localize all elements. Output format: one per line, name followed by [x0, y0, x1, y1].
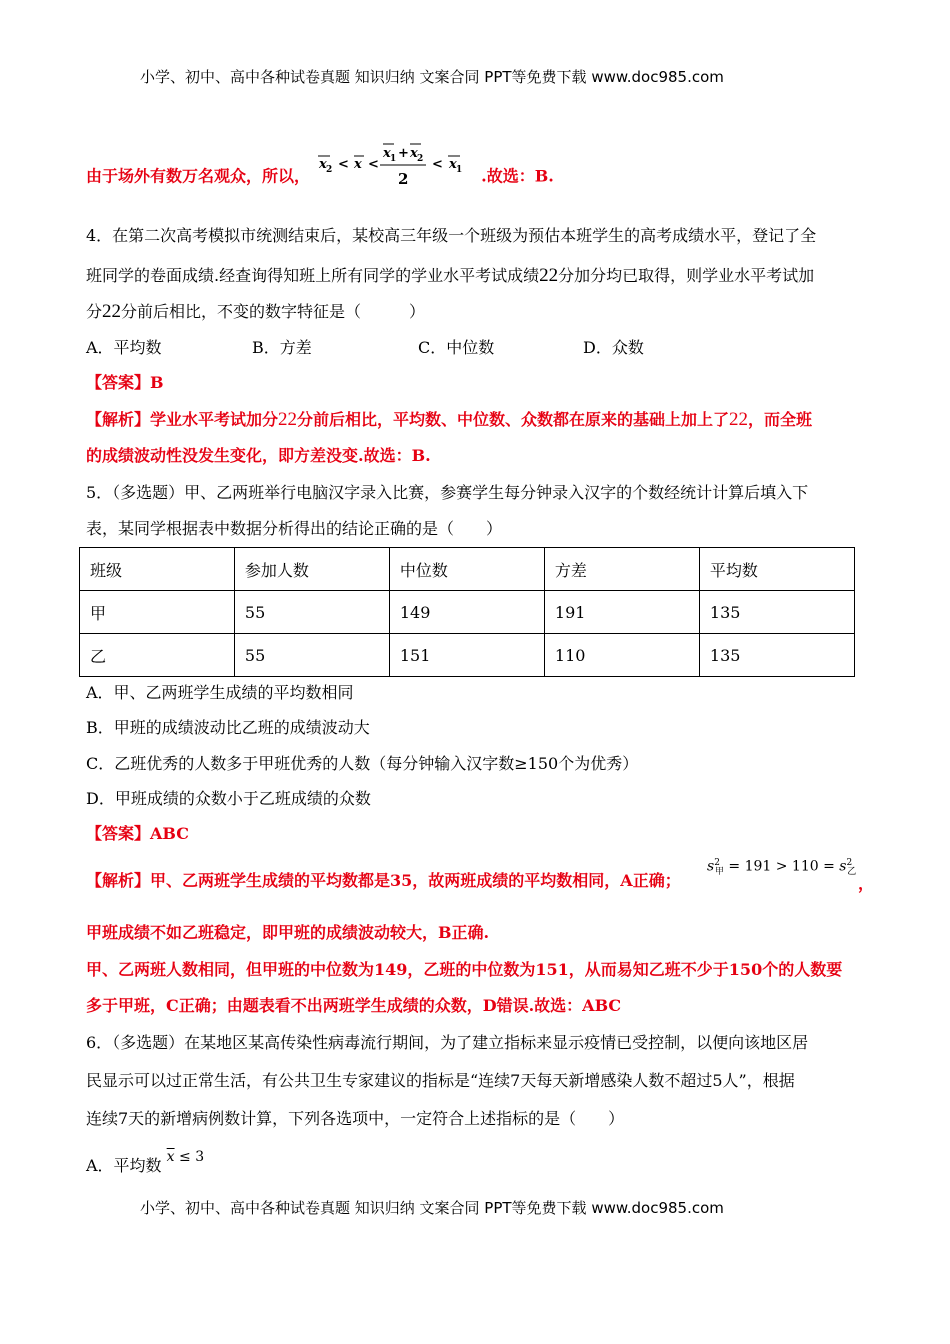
svg-text:2: 2	[325, 165, 332, 175]
svg-text:<: <	[431, 157, 443, 172]
table-header-row	[80, 548, 855, 591]
table-cell: 151	[389, 634, 544, 677]
q4-option-a: A．平均数	[86, 338, 162, 357]
table-row	[80, 591, 855, 634]
q4-line2-b: 分加分均已取得，则学业水平考试加	[558, 266, 815, 285]
svg-text:<: <	[367, 157, 379, 172]
q5-variance-relation: = 191 > 110 =	[728, 858, 835, 875]
svg-text:+: +	[397, 146, 409, 161]
svg-text:x: x	[448, 157, 457, 172]
table-cell: 149	[389, 591, 544, 634]
q4-analysis-1a: 学业水平考试加分	[150, 410, 279, 429]
q3-prefix: 由于场外有数万名观众，所以，	[86, 166, 311, 186]
table-header-cell: 班级	[80, 548, 235, 591]
q5-option-d: D．甲班成绩的众数小于乙班成绩的众数	[86, 789, 371, 808]
q6-mean-bound: ≤ 3	[179, 1149, 205, 1165]
q5-analysis-line3: 甲、乙两班人数相同，但甲班的中位数为149，乙班的中位数为151，从而易知乙班不少于150个的人数要	[86, 960, 843, 979]
q4-line2-a: 班同学的卷面成绩.经查询得知班上所有同学的学业水平考试成绩	[86, 266, 540, 285]
svg-text:2: 2	[397, 170, 409, 188]
table-cell: 55	[234, 634, 389, 677]
table-cell: 乙	[80, 634, 235, 677]
q4-analysis-line2: 的成绩波动性没发生变化，即方差没变.故选：B.	[86, 446, 431, 465]
q4-number-22: 22	[539, 265, 559, 286]
q6-mean-formula: $\overline{x} \le 3$	[166, 1149, 205, 1165]
table-header-cell: 参加人数	[234, 548, 389, 591]
q5-line2: 表，某同学根据表中数据分析得出的结论正确的是（ ）	[86, 519, 503, 538]
q5-analysis-line2: 甲班成绩不如乙班稳定，即甲班的成绩波动较大，B正确.	[86, 923, 490, 942]
svg-text:x: x	[353, 157, 362, 172]
q4-analysis-number-22-b: 22	[729, 409, 749, 430]
q5-analysis-comma: ，	[858, 874, 875, 893]
table-header-cell: 中位数	[389, 548, 544, 591]
q5-option-c: C．乙班优秀的人数多于甲班优秀的人数（每分钟输入汉字数≥150个为优秀）	[86, 754, 639, 773]
table-row	[80, 634, 855, 677]
q5-option-b: B．甲班的成绩波动比乙班的成绩波动大	[86, 718, 370, 737]
table-cell: 110	[544, 634, 699, 677]
q4-options	[86, 338, 786, 358]
q6-option-a-label: A．平均数	[86, 1156, 162, 1175]
q6-option-a	[86, 1149, 205, 1177]
q3-conclusion	[86, 146, 554, 190]
q5-variance-formula: $s^2_甲 = 191 > 110 = s^2_乙$	[707, 858, 857, 878]
q4-line1: 4．在第二次高考模拟市统测结束后，某校高三年级一个班级为预估本班学生的高考成绩水平，登记了全	[86, 226, 817, 245]
svg-text:2: 2	[416, 154, 423, 164]
q4-option-c: C．中位数	[418, 338, 495, 357]
table-header-cell: 方差	[544, 548, 699, 591]
page-footer: 小学、初中、高中各种试卷真题 知识归纳 文案合同 PPT等免费下载 www.doc985.com	[140, 1199, 724, 1217]
q4-analysis-line1	[86, 410, 812, 430]
table-cell: 135	[699, 634, 854, 677]
q6-line2: 民显示可以过正常生活，有公共卫生专家建议的指标是“连续7天每天新增感染人数不超过5人”，根据	[86, 1071, 795, 1090]
svg-text:1: 1	[389, 154, 396, 164]
table-cell: 135	[699, 591, 854, 634]
svg-text:x: x	[382, 146, 391, 161]
page-header: 小学、初中、高中各种试卷真题 知识归纳 文案合同 PPT等免费下载 www.doc985.com	[140, 68, 724, 86]
table-cell: 55	[234, 591, 389, 634]
q4-line3-a: 分	[86, 302, 103, 321]
q4-line3	[86, 302, 425, 322]
table-cell: 甲	[80, 591, 235, 634]
q4-analysis-1c: ，而全班	[748, 410, 813, 429]
q4-option-d: D．众数	[583, 338, 644, 357]
q5-analysis-line1	[86, 871, 681, 891]
q4-line3-b: 分前后相比，不变的数字特征是（ ）	[121, 302, 426, 321]
q3-inequality-formula	[316, 140, 476, 190]
table-cell: 191	[544, 591, 699, 634]
q6-line3: 连续7天的新增病例数计算，下列各选项中，一定符合上述指标的是（ ）	[86, 1109, 625, 1128]
q5-answer: 【答案】ABC	[86, 824, 189, 843]
q4-analysis-label: 【解析】	[86, 410, 151, 429]
q6-line1: 6．（多选题）在某地区某高传染性病毒流行期间，为了建立指标来显示疫情已受控制，以便向该地区居	[86, 1033, 809, 1052]
q5-option-a: A．甲、乙两班学生成绩的平均数相同	[86, 683, 354, 702]
svg-text:x: x	[318, 157, 327, 172]
svg-text:x: x	[409, 146, 418, 161]
q4-answer: 【答案】B	[86, 373, 164, 392]
q4-analysis-1b: 分前后相比，平均数、中位数、众数都在原来的基础上加上了	[297, 410, 730, 429]
q5-analysis-line4: 多于甲班，C正确；由题表看不出两班学生成绩的众数，D错误.故选：ABC	[86, 996, 622, 1015]
svg-text:<: <	[337, 157, 349, 172]
svg-text:1: 1	[455, 165, 462, 175]
q5-data-table	[79, 547, 855, 677]
q5-line1: 5．（多选题）甲、乙两班举行电脑汉字录入比赛，参赛学生每分钟录入汉字的个数经统计计算后填入下	[86, 483, 809, 502]
q4-number-22-b: 22	[102, 301, 122, 322]
q3-suffix: .故选：B.	[481, 166, 554, 186]
q5-analysis-1: 甲、乙两班学生成绩的平均数都是35，故两班成绩的平均数相同，A正确；	[150, 871, 681, 890]
table-header-cell: 平均数	[699, 548, 854, 591]
q5-analysis-label: 【解析】	[86, 871, 151, 890]
q4-option-b: B．方差	[252, 338, 312, 357]
q4-analysis-number-22: 22	[278, 409, 298, 430]
q4-line2	[86, 266, 814, 286]
